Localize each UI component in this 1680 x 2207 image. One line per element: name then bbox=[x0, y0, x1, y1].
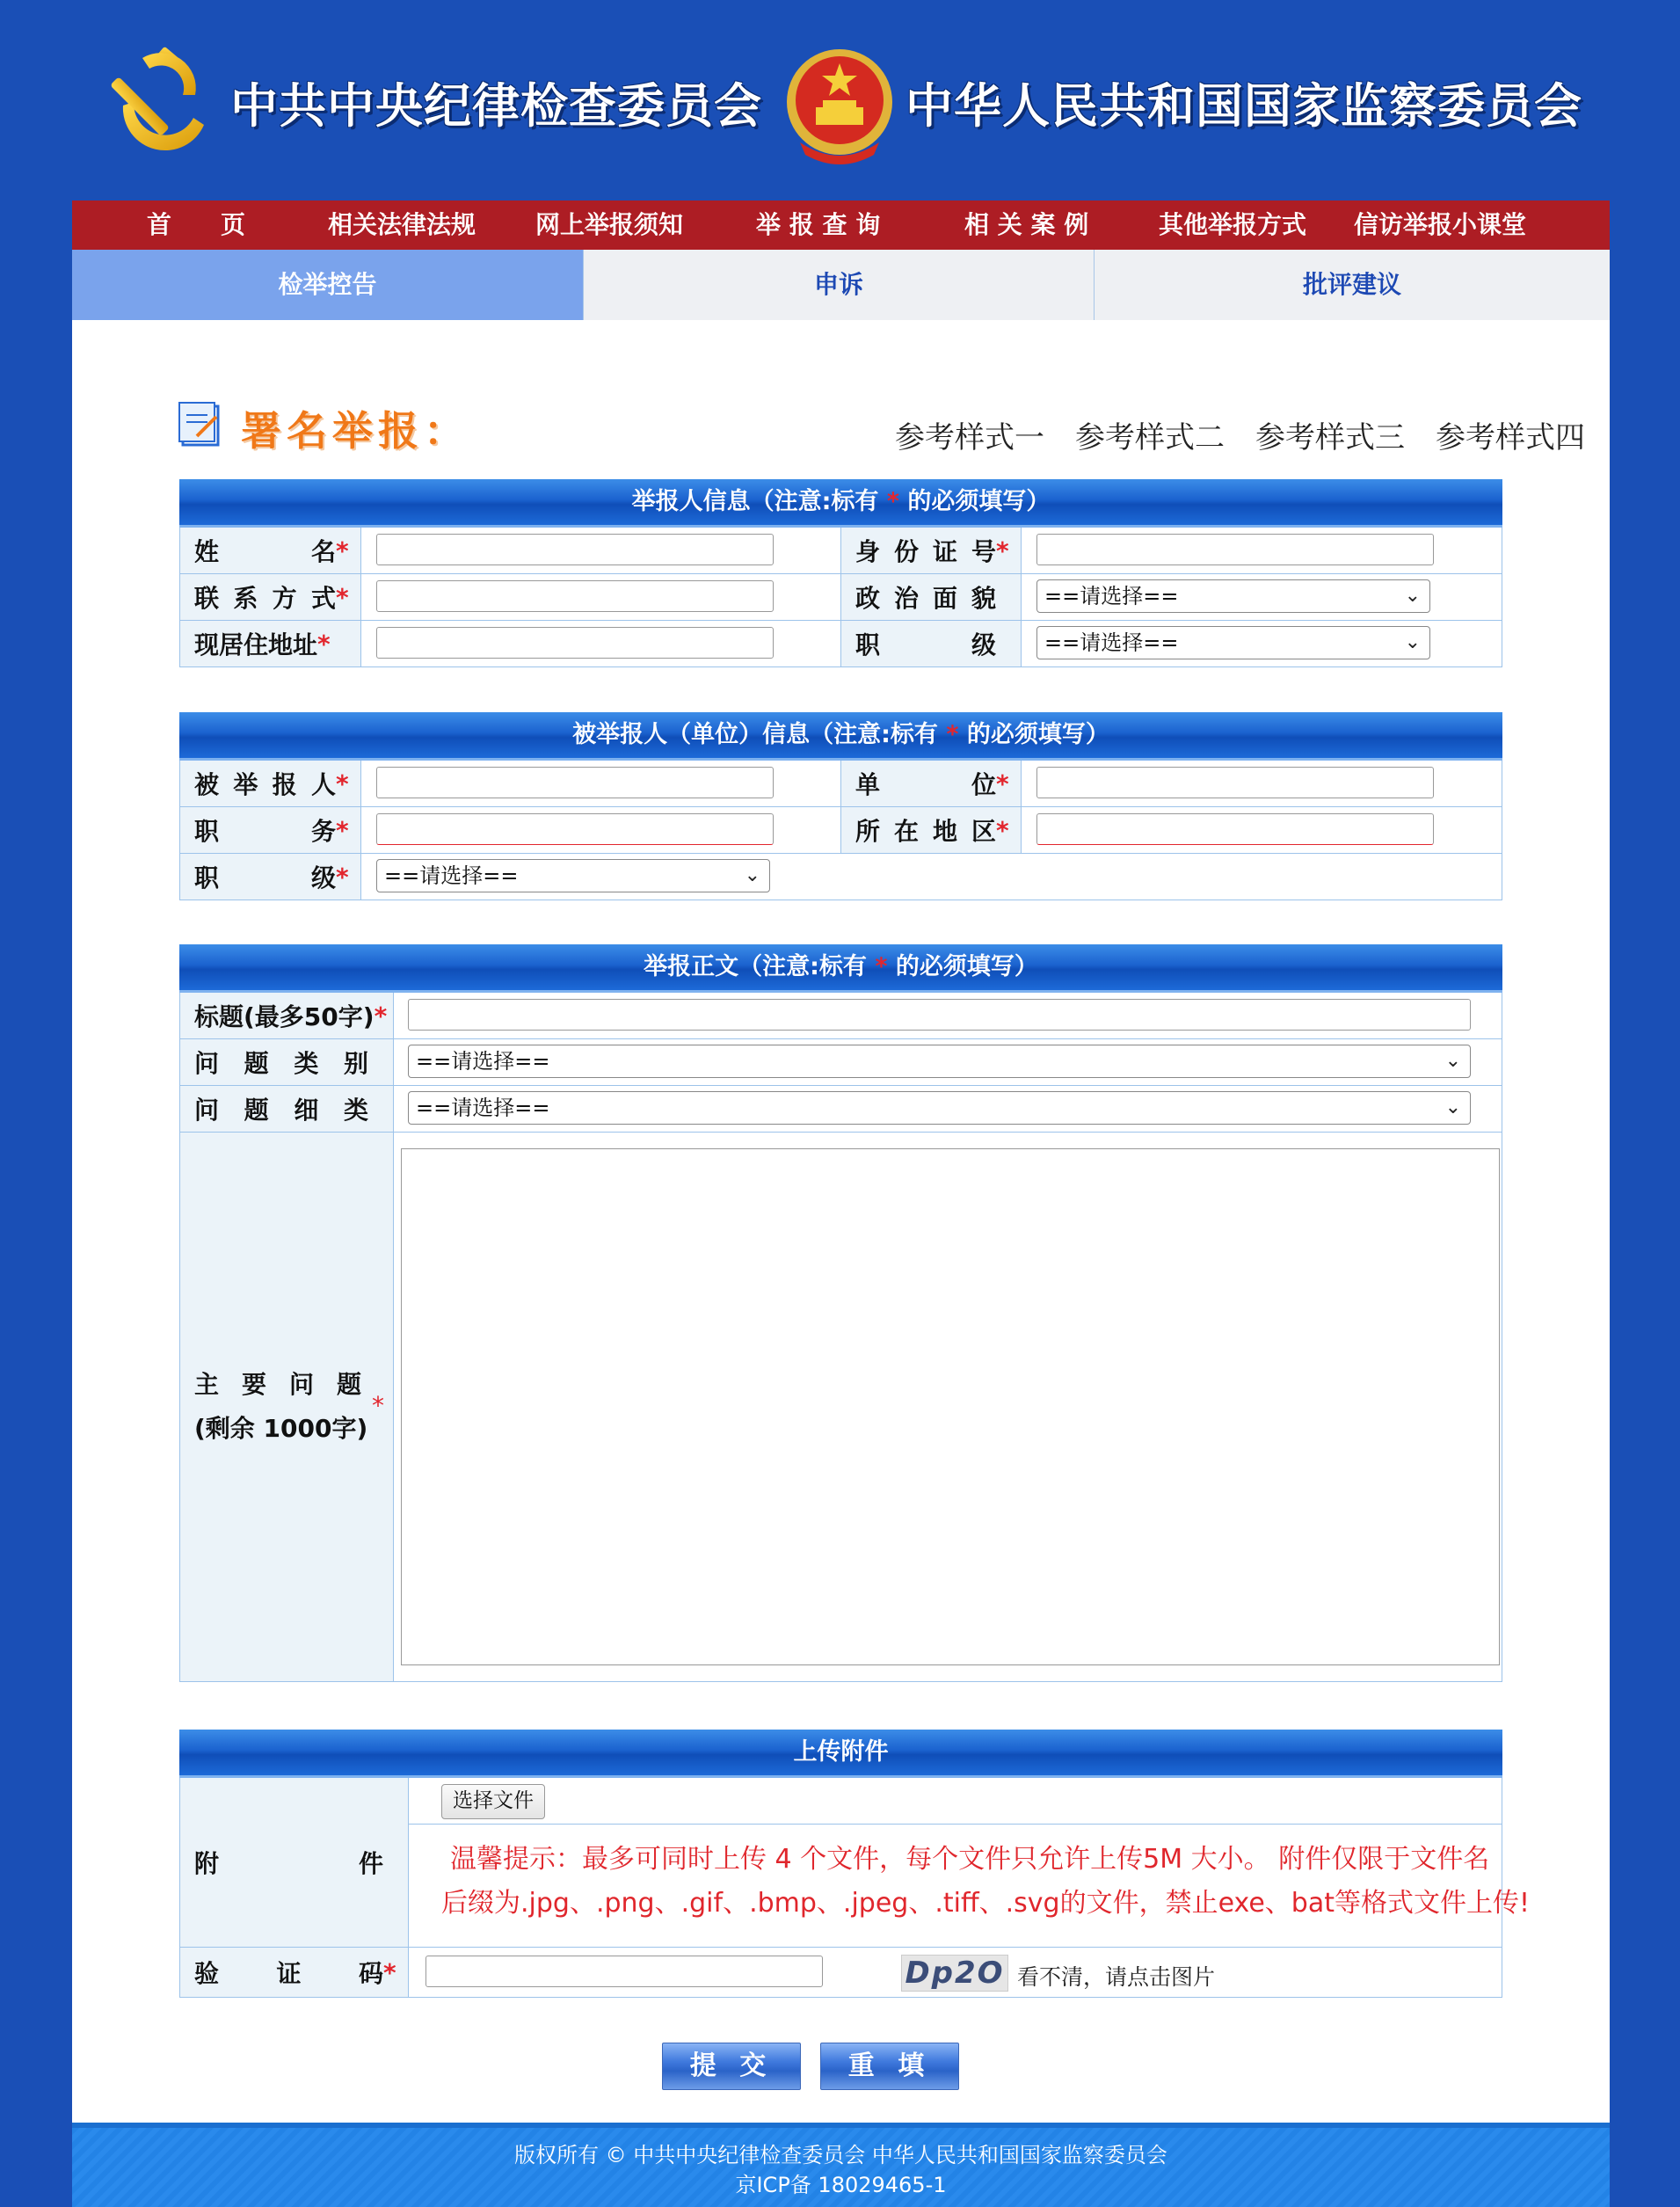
form-row bbox=[179, 1778, 1531, 1948]
report-content-block bbox=[179, 944, 1502, 1682]
main-problem-textarea[interactable] bbox=[401, 1148, 1500, 1665]
nav-other-methods[interactable]: 其他举报方式 bbox=[1159, 210, 1307, 239]
attachment-label: 附 件 bbox=[180, 1778, 409, 1947]
political-status-select[interactable]: ==请选择== ⌄ bbox=[1036, 579, 1430, 613]
sample-link-3[interactable]: 参考样式三 bbox=[1255, 420, 1405, 455]
reported-rank-label: 职 级 * bbox=[180, 854, 361, 900]
tab-suggestion[interactable]: 批评建议 bbox=[1095, 250, 1610, 320]
sample-link-2[interactable]: 参考样式二 bbox=[1075, 420, 1225, 455]
tab-appeal[interactable]: 申诉 bbox=[584, 250, 1095, 320]
nav-cases[interactable]: 相 关 案 例 bbox=[964, 210, 1089, 239]
section-header bbox=[178, 387, 1585, 457]
name-label: 姓 名 * bbox=[180, 528, 361, 573]
chevron-down-icon: ⌄ bbox=[1404, 585, 1421, 607]
document-icon bbox=[178, 401, 223, 448]
report-title-input[interactable] bbox=[408, 999, 1471, 1031]
address-label: 现居住地址 * bbox=[180, 621, 361, 666]
form-row bbox=[179, 807, 1502, 854]
tab-accusation[interactable]: 检举控告 bbox=[72, 250, 584, 320]
position-label: 职 务 * bbox=[180, 807, 361, 853]
form-row bbox=[179, 854, 1502, 900]
region-label: 所 在 地 区 * bbox=[840, 807, 1022, 853]
chevron-down-icon: ⌄ bbox=[1404, 631, 1421, 653]
problem-subcategory-select[interactable]: ==请选择== ⌄ bbox=[408, 1091, 1471, 1125]
id-number-label: 身 份 证 号 * bbox=[840, 528, 1022, 573]
submit-button[interactable]: 提 交 bbox=[662, 2043, 801, 2090]
org-title-right: 中华人民共和国国家监察委员会 bbox=[905, 78, 1582, 134]
upload-hint-line-1: 温馨提示：最多可同时上传 4 个文件，每个文件只允许上传5M 大小。 附件仅限于文件名 bbox=[450, 1844, 1490, 1875]
reported-region-input[interactable] bbox=[1036, 813, 1434, 845]
reported-info-header: 被举报人（单位）信息（注意:标有 * 的必须填写） bbox=[179, 712, 1502, 761]
reporter-id-input[interactable] bbox=[1036, 534, 1434, 565]
form-row bbox=[179, 574, 1502, 621]
form-row bbox=[179, 761, 1502, 807]
subcategory-label: 问 题 细 类 bbox=[180, 1086, 394, 1132]
political-status-label: 政 治 面 貌 bbox=[840, 574, 1022, 620]
form-row bbox=[179, 528, 1502, 574]
org-title-left: 中共中央纪律检查委员会 bbox=[230, 78, 762, 134]
copyright-text: 版权所有 © 中共中央纪律检查委员会 中华人民共和国国家监察委员会 bbox=[514, 2143, 1167, 2167]
captcha-label: 验 证 码 * bbox=[180, 1948, 409, 1997]
national-emblem-icon bbox=[782, 46, 897, 169]
reported-unit-input[interactable] bbox=[1036, 767, 1434, 798]
reporter-info-header: 举报人信息（注意:标有 * 的必须填写） bbox=[179, 479, 1502, 528]
sample-link-1[interactable]: 参考样式一 bbox=[895, 420, 1044, 455]
nav-classroom[interactable]: 信访举报小课堂 bbox=[1354, 210, 1527, 239]
captcha-input[interactable] bbox=[425, 1956, 823, 1987]
form-row: 主要问题 (剩余 1000字) * bbox=[179, 1133, 1502, 1682]
sample-link-4[interactable]: 参考样式四 bbox=[1436, 420, 1585, 455]
chevron-down-icon: ⌄ bbox=[744, 864, 760, 886]
section-title: 署名举报： bbox=[241, 407, 469, 455]
main-nav bbox=[72, 200, 1610, 250]
reported-person-label: 被 举 报 人 * bbox=[180, 761, 361, 806]
reporter-name-input[interactable] bbox=[376, 534, 774, 565]
captcha-image[interactable]: Dp2O bbox=[901, 1955, 1008, 1992]
nav-query[interactable]: 举 报 查 询 bbox=[756, 210, 881, 239]
nav-notice[interactable]: 网上举报须知 bbox=[535, 210, 684, 239]
site-footer bbox=[72, 2123, 1610, 2207]
contact-label: 联 系 方 式 * bbox=[180, 574, 361, 620]
title-label: 标题(最多50字) * bbox=[180, 993, 394, 1038]
report-type-tabs bbox=[72, 250, 1610, 320]
icp-text: 京ICP备 18029465-1 bbox=[735, 2173, 947, 2197]
upload-header: 上传附件 bbox=[179, 1730, 1502, 1778]
upload-hint-line-2: 后缀为.jpg、.png、.gif、.bmp、.jpeg、.tiff、.svg的文件，禁止exe、bat等格式文件上传! bbox=[441, 1888, 1531, 1919]
reset-button[interactable]: 重 填 bbox=[820, 2043, 959, 2090]
main-problem-label: 主要问题 (剩余 1000字) bbox=[180, 1133, 394, 1681]
reporter-info-block bbox=[179, 479, 1502, 667]
choose-file-button[interactable]: 选择文件 bbox=[441, 1784, 545, 1819]
form-row bbox=[179, 1039, 1502, 1086]
report-content-header: 举报正文（注意:标有 * 的必须填写） bbox=[179, 944, 1502, 993]
category-label: 问 题 类 别 bbox=[180, 1039, 394, 1085]
nav-home[interactable]: 首 页 bbox=[147, 210, 246, 239]
form-row bbox=[179, 1948, 1502, 1998]
nav-laws[interactable]: 相关法律法规 bbox=[328, 210, 476, 239]
reporter-rank-label: 职 级 bbox=[840, 621, 1022, 666]
party-emblem-icon bbox=[107, 44, 222, 158]
form-row bbox=[179, 1086, 1502, 1133]
problem-category-select[interactable]: ==请选择== ⌄ bbox=[408, 1045, 1471, 1078]
chevron-down-icon: ⌄ bbox=[1444, 1096, 1461, 1118]
main-container bbox=[72, 200, 1610, 2207]
reported-person-input[interactable] bbox=[376, 767, 774, 798]
reported-position-input[interactable] bbox=[376, 813, 774, 845]
form-row bbox=[179, 993, 1502, 1039]
chevron-down-icon: ⌄ bbox=[1444, 1050, 1461, 1072]
reported-info-block bbox=[179, 712, 1502, 900]
site-header bbox=[0, 0, 1680, 200]
captcha-refresh-hint: 看不清，请点击图片 bbox=[1017, 1964, 1216, 1990]
upload-block bbox=[179, 1730, 1531, 1998]
reported-rank-select[interactable]: ==请选择== ⌄ bbox=[376, 859, 770, 892]
reporter-address-input[interactable] bbox=[376, 627, 774, 659]
reporter-rank-select[interactable]: ==请选择== ⌄ bbox=[1036, 626, 1430, 659]
form-row bbox=[179, 621, 1502, 667]
reporter-contact-input[interactable] bbox=[376, 580, 774, 612]
unit-label: 单 位 * bbox=[840, 761, 1022, 806]
